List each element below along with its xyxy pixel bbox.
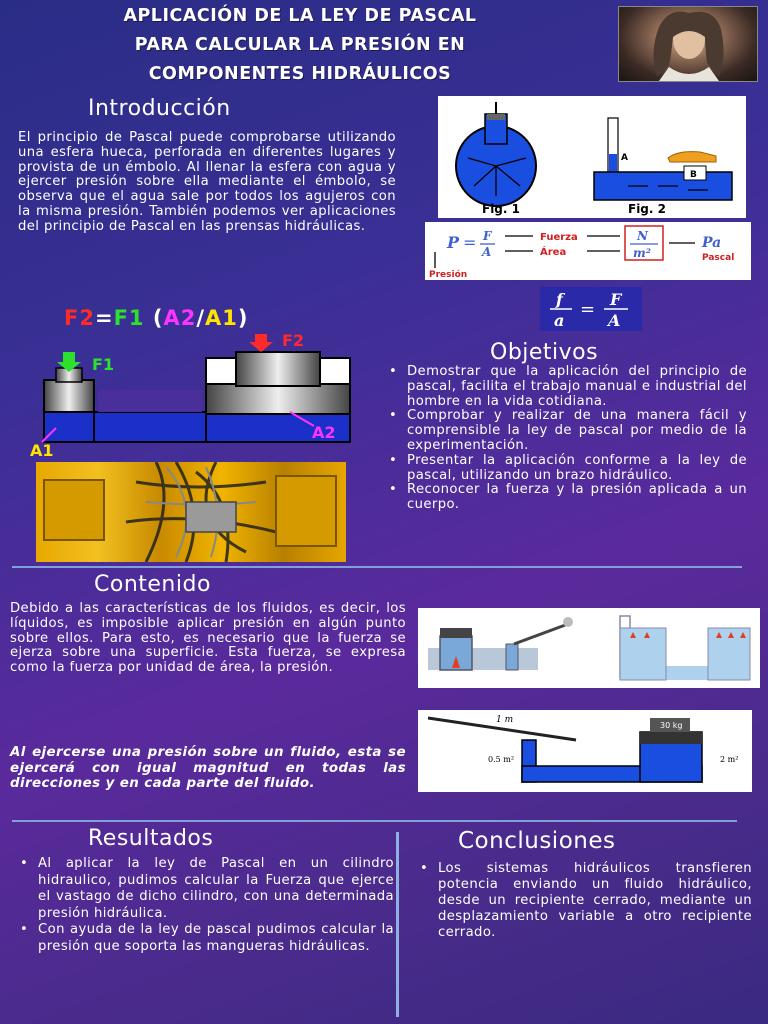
press-a2-label: A2 <box>312 423 336 442</box>
fig1-label: Fig. 1 <box>482 202 520 216</box>
pascal-portrait <box>618 6 758 82</box>
objetivo-item: • Comprobar y realizar de una manera fácil y comprensible la ley de pascal por medio de la experimentación. <box>385 409 747 453</box>
fig2-b-label: B <box>690 170 697 180</box>
resultados-heading: Resultados <box>88 826 214 851</box>
hydraulic-press-diagram <box>30 330 360 458</box>
press-f1-label: F1 <box>92 355 115 374</box>
formula-f1: F1 <box>113 306 145 330</box>
formula-f2: F2 <box>64 306 95 330</box>
fig2-a-label: A <box>621 153 628 163</box>
hydraulic-jack-figure <box>418 608 760 688</box>
eq-equals: = <box>463 233 477 252</box>
frac-f-small: f <box>556 290 563 309</box>
contenido-emphasis: Al ejercerse una presión sobre un fluido, esta se ejercerá con igual magnitud en todas las direcciones y en cada parte del fluido. <box>10 745 406 791</box>
intro-heading: Introducción <box>88 96 231 121</box>
lever-press-figure <box>418 710 752 792</box>
press-f2-label: F2 <box>282 331 305 350</box>
eq-n: N <box>637 229 648 243</box>
lever-big-area: 2 m² <box>720 755 739 764</box>
lever-length: 1 m <box>496 715 514 725</box>
resultado-item: • Con ayuda de la ley de pascal pudimos calcular la presión que soporta las mangueras hidráulicas. <box>16 922 394 955</box>
intro-text: El principio de Pascal puede comprobarse utilizando una esfera hueca, perforada en diferentes lugares y provista de un émbolo. Al llenar la esfera con agua y ejercer presión sobre ella mediante el émbolo, se observa que el agua sale por todos los agujeros con la misma presión. También podemos ver aplicaciones del principio de Pascal en las prensas hidráulicas. <box>18 130 396 234</box>
eq-m2: m² <box>633 246 651 260</box>
conclusion-item: • Los sistemas hidráulicos transfieren potencia enviando un fluido hidráulico, desde un recipiente cerrado, mediante un desplazamiento variable a otro recipiente cerrado. <box>416 861 752 941</box>
resultado-item: • Al aplicar la ley de Pascal en un cilindro hidraulico, pudimos calcular la Fuerza que ejerce el vastago de dicho cilindro, con una determinada presión hidráulica. <box>16 856 394 922</box>
eq-presion: Presión <box>429 270 468 280</box>
formula-open-paren: ( <box>144 306 164 330</box>
press-formula <box>64 306 249 330</box>
pascal-sphere-figure <box>438 96 746 218</box>
objetivo-item: • Reconocer la fuerza y la presión aplicada a un cuerpo. <box>385 483 747 513</box>
frac-a-big: A <box>608 311 621 330</box>
frac-f-big: F <box>610 290 622 309</box>
objetivos-heading: Objetivos <box>490 340 599 365</box>
formula-equals: = <box>94 306 114 330</box>
title-line-2: PARA CALCULAR LA PRESIÓN EN <box>134 35 466 55</box>
formula-slash: / <box>196 306 206 330</box>
contenido-text: Debido a las características de los fluidos, es decir, los líquidos, es imposible aplicar presión en algún punto sobre ellos. Para esto, es necesario que la fuerza se ejerza sobre una superficie. Esta fuerza, se expresa como la fuerza por unidad de área, la presión. <box>10 601 406 676</box>
objetivos-list <box>385 365 747 513</box>
eq-f: F <box>483 229 492 243</box>
conclusiones-heading: Conclusiones <box>458 828 616 854</box>
lever-small-area: 0.5 m² <box>488 755 515 764</box>
eq-a: A <box>482 245 492 259</box>
eq-fuerza: Fuerza <box>540 232 578 243</box>
objetivo-item: • Demostrar que la aplicación del principio de pascal, facilita el trabajo manual e industrial del hombre en la vida cotidiana. <box>385 365 747 409</box>
section-divider <box>12 820 737 822</box>
eq-pa: Pa <box>702 235 722 251</box>
hydraulic-machinery-photo <box>36 462 346 562</box>
contenido-heading: Contenido <box>94 572 211 597</box>
formula-close-paren: ) <box>237 306 249 330</box>
title-line-1: APLICACIÓN DE LA LEY DE PASCAL <box>123 6 477 26</box>
resultados-list <box>16 856 394 956</box>
frac-equals: = <box>580 299 596 320</box>
fraction-formula-box <box>540 287 642 331</box>
title-line-3: COMPONENTES HIDRÁULICOS <box>148 64 452 84</box>
column-divider <box>396 832 399 1017</box>
section-divider <box>12 566 742 568</box>
formula-a1: A1 <box>205 306 238 330</box>
poster-title <box>0 2 600 89</box>
pressure-equation-box <box>425 222 751 280</box>
eq-pascal: Pascal <box>702 253 735 263</box>
eq-p: P <box>447 233 460 252</box>
conclusiones-list <box>416 861 752 941</box>
press-a1-label: A1 <box>30 441 54 458</box>
lever-mass: 30 kg <box>660 721 683 730</box>
formula-a2: A2 <box>163 306 197 330</box>
fig2-label: Fig. 2 <box>628 202 666 216</box>
objetivo-item: • Presentar la aplicación conforme a la ley de pascal, utilizando un brazo hidráulico. <box>385 454 747 484</box>
eq-area: Área <box>540 247 567 258</box>
frac-a-small: a <box>554 311 565 330</box>
